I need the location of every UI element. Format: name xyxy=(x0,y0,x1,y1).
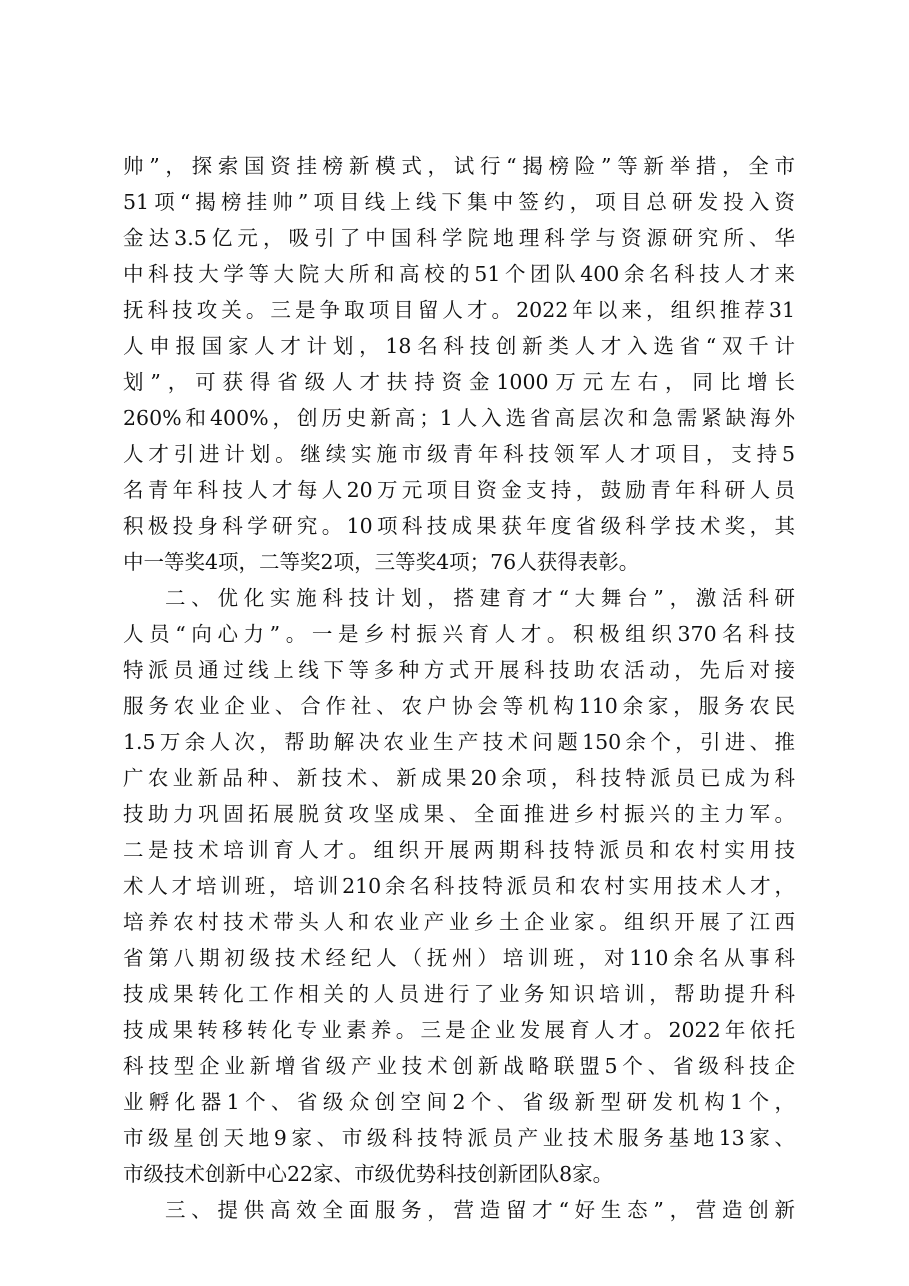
text-line: 260%和400%，创历史新高；1人入选省高层次和急需紧缺海外 xyxy=(123,406,795,430)
text-line: 服务农业企业、合作社、农户协会等机构110余家，服务农民 xyxy=(123,694,795,718)
text-line: 金达3.5亿元，吸引了中国科学院地理科学与资源研究所、华 xyxy=(123,226,795,250)
text-line: 帅”，探索国资挂榜新模式，试行“揭榜险”等新举措，全市 xyxy=(123,154,795,178)
text-line: 积极投身科学研究。10项科技成果获年度省级科学技术奖，其 xyxy=(123,514,795,538)
text-line: 技助力巩固拓展脱贫攻坚成果、全面推进乡村振兴的主力军。 xyxy=(123,802,795,826)
text-line: 人才引进计划。继续实施市级青年科技领军人才项目，支持5 xyxy=(123,442,795,466)
text-line: 中科技大学等大院大所和高校的51个团队400余名科技人才来 xyxy=(123,262,795,286)
text-line: 名青年科技人才每人20万元项目资金支持，鼓励青年科研人员 xyxy=(123,478,795,502)
text-line: 技成果转化工作相关的人员进行了业务知识培训，帮助提升科 xyxy=(123,982,795,1006)
text-line: 业孵化器1个、省级众创空间2个、省级新型研发机构1个， xyxy=(123,1090,795,1114)
paragraph-heading-line: 二、优化实施科技计划，搭建育才“大舞台”，激活科研 xyxy=(165,586,795,610)
text-line: 广农业新品种、新技术、新成果20余项，科技特派员已成为科 xyxy=(123,766,795,790)
text-line: 中一等奖4项，二等奖2项，三等奖4项；76人获得表彰。 xyxy=(123,550,640,574)
paragraph-heading-line: 三、提供高效全面服务，营造留才“好生态”，营造创新 xyxy=(165,1198,795,1222)
text-line: 人员“向心力”。一是乡村振兴育人才。积极组织370名科技 xyxy=(123,622,795,646)
text-line: 划”，可获得省级人才扶持资金1000万元左右，同比增长 xyxy=(123,370,795,394)
text-line: 1.5万余人次，帮助解决农业生产技术问题150余个，引进、推 xyxy=(123,730,795,754)
text-line: 术人才培训班，培训210余名科技特派员和农村实用技术人才， xyxy=(123,874,795,898)
text-line: 技成果转移转化专业素养。三是企业发展育人才。2022年依托 xyxy=(123,1018,795,1042)
text-line: 人申报国家人才计划，18名科技创新类人才入选省“双千计 xyxy=(123,334,795,358)
text-line: 特派员通过线上线下等多种方式开展科技助农活动，先后对接 xyxy=(123,658,795,682)
text-line: 培养农村技术带头人和农业产业乡土企业家。组织开展了江西 xyxy=(123,910,795,934)
text-line: 市级星创天地9家、市级科技特派员产业技术服务基地13家、 xyxy=(123,1126,795,1150)
text-line: 省第八期初级技术经纪人（抚州）培训班，对110余名从事科 xyxy=(123,946,795,970)
text-line: 51项“揭榜挂帅”项目线上线下集中签约，项目总研发投入资 xyxy=(123,190,795,214)
text-line: 抚科技攻关。三是争取项目留人才。2022年以来，组织推荐31 xyxy=(123,298,795,322)
text-line: 市级技术创新中心22家、市级优势科技创新团队8家。 xyxy=(123,1162,614,1186)
text-line: 科技型企业新增省级产业技术创新战略联盟5个、省级科技企 xyxy=(123,1054,795,1078)
text-line: 二是技术培训育人才。组织开展两期科技特派员和农村实用技 xyxy=(123,838,795,862)
